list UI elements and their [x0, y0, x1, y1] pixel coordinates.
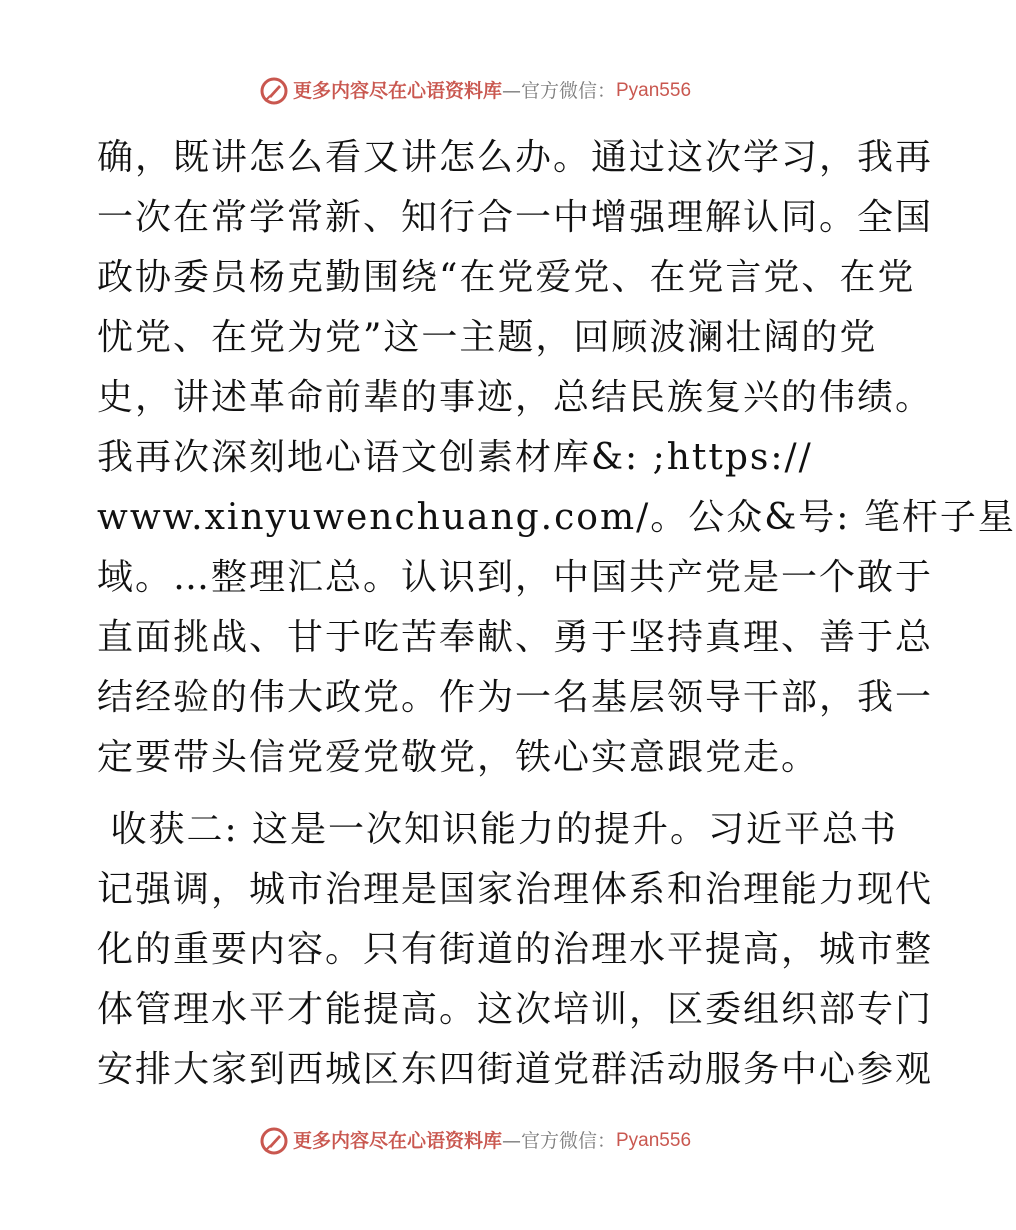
document-body [97, 128, 1016, 1100]
text-line: 直面挑战、甘于吃苦奉献、勇于坚持真理、善于总 [97, 617, 934, 658]
text-line: www.xinyuwenchuang.com/。公众&号: 笔杆子星 [97, 497, 1016, 538]
text-line: 安排大家到西城区东四街道党群活动服务中心参观 [97, 1049, 934, 1090]
text-line: 收获二: 这是一次知识能力的提升。习近平总书 [97, 809, 899, 850]
watermark-title: 更多内容尽在心语资料库 [292, 1130, 502, 1152]
watermark-account: Pyan556 [616, 80, 692, 101]
text-line: 域。…整理汇总。认识到，中国共产党是一个敢于 [97, 557, 934, 598]
paragraph-2 [97, 800, 934, 1100]
watermark-title: 更多内容尽在心语资料库 [292, 80, 502, 102]
text-line: 化的重要内容。只有街道的治理水平提高，城市整 [97, 929, 934, 970]
paragraph-1 [97, 128, 1016, 788]
watermark-separator: —官方微信： [501, 80, 616, 102]
text-line: 一次在常学常新、知行合一中增强理解认同。全国 [97, 197, 934, 238]
header-watermark [0, 76, 950, 106]
text-line: 史，讲述革命前辈的事迹，总结民族复兴的伟绩。 [97, 377, 934, 418]
text-line: 确，既讲怎么看又讲怎么办。通过这次学习，我再 [97, 137, 934, 178]
text-line: 忧党、在党为党”这一主题，回顾波澜壮阔的党 [97, 317, 878, 358]
text-line: 记强调，城市治理是国家治理体系和治理能力现代 [97, 869, 934, 910]
text-line: 体管理水平才能提高。这次培训，区委组织部专门 [97, 989, 934, 1030]
pen-logo-icon [259, 1126, 289, 1156]
text-line: 我再次深刻地心语文创素材库&: ;https:// [97, 437, 813, 478]
text-line: 结经验的伟大政党。作为一名基层领导干部，我一 [97, 677, 934, 718]
pen-logo-icon [259, 76, 289, 106]
paragraph-gap [97, 788, 857, 800]
text-line: 政协委员杨克勤围绕“在党爱党、在党言党、在党 [97, 257, 916, 298]
watermark-separator: —官方微信： [501, 1130, 616, 1152]
text-line: 定要带头信党爱党敬党，铁心实意跟党走。 [97, 737, 820, 778]
watermark-account: Pyan556 [616, 1130, 692, 1151]
footer-watermark [0, 1126, 950, 1156]
